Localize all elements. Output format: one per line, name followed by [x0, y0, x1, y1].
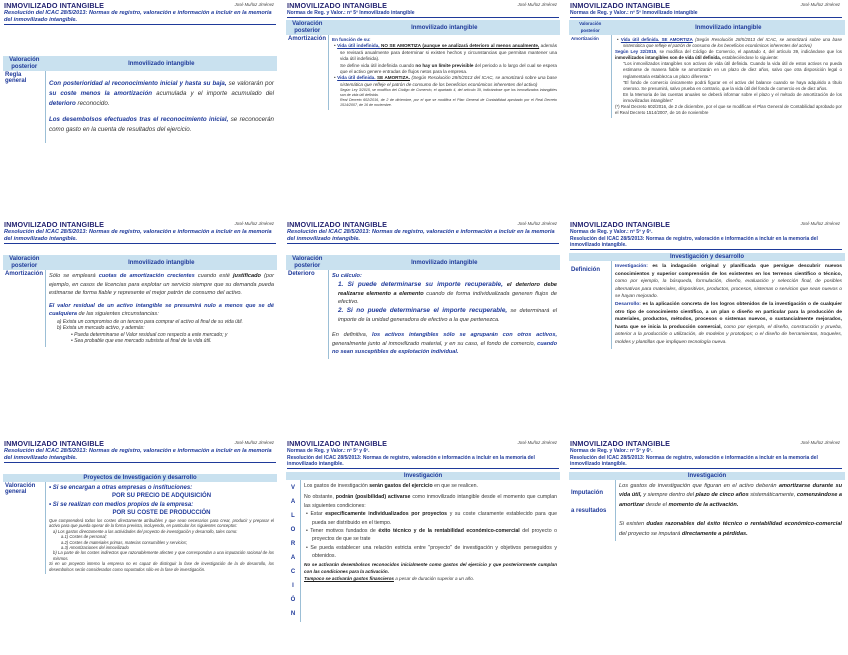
row-label: Valoración general: [3, 482, 46, 574]
content-table: [3, 255, 277, 347]
author: José Muñoz Jiménez: [234, 440, 274, 445]
author: José Muñoz Jiménez: [800, 440, 840, 445]
slide-title: INMOVILIZADO INTANGIBLE: [287, 1, 387, 10]
section-header: Investigación y desarrollo: [569, 253, 845, 261]
slide-title: INMOVILIZADO INTANGIBLE: [4, 439, 104, 448]
vertical-label: V A L O R A C I Ó N: [286, 480, 301, 622]
slide-2: [283, 0, 563, 216]
author: José Muñoz Jiménez: [517, 221, 557, 226]
column-header: Inmovilizado intangible: [329, 255, 561, 270]
content-table: [286, 20, 560, 110]
author: José Muñoz Jiménez: [517, 440, 557, 445]
section-header: Investigación: [286, 472, 560, 480]
row-label: Imputación a resultados: [569, 480, 616, 541]
slide-subtitle: Normas de Reg. y Valor.: nº 5º Inmovilizado intangible: [570, 10, 842, 18]
cell-body: Investigación: es la indagación original y planificada que persigue descubrir nuevos conocimientos y superior comprensión de los existentes en los terrenos científico o técnico, como por ejemplo, la búsqueda, formulación, diseño, evaluación y selección final, de posibles alternativas para materiales, dispositivos, productos, procesos, sistemas o servicios que sean nuevos o se hayan mejorado. Desarrollo: es la aplicación concreta de los logros obtenidos de la investigación o de cualquier otro tipo de conocimiento científico, a un plan o diseño en particular para la producción de materiales, productos, métodos, procesos o sistemas nuevos, o sustancialmente mejorados, hasta que se inicia la producción comercial, como por ejemplo, el diseño, construcción y prueba, anterior a la producción o utilización, de modelos y prototipos; o el diseño de herramientas, troqueles, moldes y plantillas que impliquen tecnología nueva.: [615, 264, 843, 345]
section-header: Investigación: [569, 472, 845, 480]
slide-subtitle: Normas de Reg. y Valor.: nº 5º y 6º.: [570, 229, 653, 235]
column-header: Valoración posterior: [286, 20, 329, 35]
slide-subtitle-2: Resolución del ICAC 28/5/2013: Normas de registro, valoración e información a incluir en la memoria del inmovilizado intangible.: [570, 455, 842, 469]
slide-title: INMOVILIZADO INTANGIBLE: [4, 220, 104, 229]
author: José Muñoz Jiménez: [234, 221, 274, 226]
slide-3: [566, 0, 846, 216]
cell-body: Su cálculo: 1. Si puede determinarse su importe recuperable, el deterioro debe realizarse elemento a elemento cuando de forma individualizada generen flujos de efectivo. 2. Si no puede determinarse el importe recuperable, se determinará el importe de la unidad generadora de efectivo a la que pertenezca. En definitiva, los activos intangibles sólo se agruparán con otros activos, generalmente junto al inmovilizado material, y en su caso, el fondo de comercio, cuando no sean susceptibles de explotación individual.: [332, 273, 558, 356]
column-header: Valoración posterior: [569, 20, 612, 35]
content-table: [286, 472, 560, 622]
content-table: [3, 474, 277, 574]
slide-subtitle: Normas de Reg. y Valor.: nº 5º y 6º.: [287, 448, 370, 454]
slide-subtitle: Resolución del ICAC 28/5/2013: Normas de registro, valoración e información a incluir en la memoria del inmovilizado intangible.: [4, 229, 276, 244]
slide-5: [283, 219, 563, 435]
author: José Muñoz Jiménez: [234, 2, 274, 7]
content-table: [3, 56, 277, 143]
slide-title: INMOVILIZADO INTANGIBLE: [570, 439, 670, 448]
slide-title: INMOVILIZADO INTANGIBLE: [4, 1, 104, 10]
slide-7: [0, 438, 280, 654]
content-table: [569, 472, 845, 541]
slide-subtitle: Normas de Reg. y Valor.: nº 5º Inmovilizado intangible: [287, 10, 559, 18]
slide-title: INMOVILIZADO INTANGIBLE: [570, 220, 670, 229]
slide-subtitle: Resolución del ICAC 28/5/2013: Normas de registro, valoración e información a incluir en la memoria del inmovilizado intangible.: [4, 448, 276, 463]
slide-8: [283, 438, 563, 654]
cell-body: • Vida útil definida. SE AMORTIZA (Según Resolución 28/5/2013 del ICAC, se amortizará sobre una base sistemática que refleje el patrón de consumo de los beneficios económicos inherentes del activo) Según Ley 22/2015, se modifica del Código de Comercio, el apartado 4, del artículo 39, indicándose que los inmovilizados intangibles son de vida útil definida, estableciéndose lo siguiente: "Los inmovilizados intangibles son activos de vida útil definida. Cuando la vida útil de estos activos no pueda estimarse de manera fiable se amortizarán en un plazo de diez años, salvo que otra disposición legal o reglamentaria establezca un plazo diferente." "El fondo de comercio únicamente podrá figurar en el activo del balance cuando se haya adquirido a título oneroso. Se presumirá, salvo prueba en contrario, que la vida útil del fondo de comercio es de diez años. En la Memoria de las cuentas anuales se deberá informar sobre el plazo y el método de amortización de los inmovilizados intangibles" (*) Real Decreto 602/2016, de 2 de diciembre, por el que se modifican el Plan General de Contabilidad aprobado por el Real Decreto 1514/2007, de 16 de noviembre: [615, 37, 842, 116]
row-label: Amortización: [3, 270, 46, 347]
cell-body: En función de su: • Vida útil indefinida, NO SE AMORTIZA (aunque se analizará deterioro al menos anualmente, además se revisará anualmente para determinar si existen hechos y circunstancias que permitan mantener una vida útil indefinida). Se define vida útil indefinida cuando no hay un límite previsible del periodo a lo largo del cual se espera que el activo genere entradas de flujos netos para la empresa. • Vida útil definida. SE AMORTIZA. (Según Resolución 28/5/2013 del ICAC, se amortizará sobre una base sistemática que refleje el patrón de consumo de los beneficios económicos inherentes del activo) Según Ley 3/2015, se modifica del Código de Comercio, el apartado 4, del artículo 39, indicándose que los inmovilizados intangibles son de vida útil definida. Real Decreto 602/2016, de 2 de diciembre, por el que se modifica el Plan General de Contabilidad aprobado por el Real Decreto 1514/2007, de 16 de noviembre.: [332, 37, 558, 108]
slide-subtitle: Resolución del ICAC 28/5/2013: Normas de registro, valoración e información a incluir en la memoria del inmovilizado intangible.: [287, 229, 559, 244]
slide-subtitle-2: Resolución del ICAC 28/5/2013: Normas de registro, valoración e información a incluir en la memoria del inmovilizado intangible.: [287, 455, 559, 469]
row-label: Regla general: [3, 71, 46, 143]
slide-subtitle-2: Resolución del ICAC 28/5/2013: Normas de registro, valoración e información a incluir en la memoria del inmovilizado intangible.: [570, 236, 842, 250]
slide-6: [566, 219, 846, 435]
slide-9: [566, 438, 846, 654]
row-label: Amortización: [569, 35, 612, 118]
column-header: Inmovilizado intangible: [46, 255, 277, 270]
slide-title: INMOVILIZADO INTANGIBLE: [287, 220, 387, 229]
content-table: [569, 253, 845, 349]
slide-subtitle: Resolución del ICAC 28/5/2013: Normas de registro, valoración e información a incluir en la memoria del inmovilizado intangible.: [4, 10, 276, 25]
content-table: [569, 20, 845, 118]
column-header: Valoración posterior: [3, 255, 46, 270]
column-header: Inmovilizado intangible: [612, 20, 846, 35]
slide-title: INMOVILIZADO INTANGIBLE: [287, 439, 387, 448]
slide-4: [0, 219, 280, 435]
cell-body: Con posterioridad al reconocimiento inicial y hasta su baja, se valorarán por su coste menos la amortización acumulada y el importe acumulado del deterioro reconocido. Los desembolsos efectuados tras el reconocimiento inicial, se reconocerán como gasto en la cuenta de resultados del ejercicio.: [49, 80, 275, 133]
author: José Muñoz Jiménez: [800, 221, 840, 226]
column-header: Inmovilizado intangible: [46, 56, 278, 71]
author: José Muñoz Jiménez: [517, 2, 557, 7]
column-header: Inmovilizado intangible: [329, 20, 560, 35]
author: José Muñoz Jiménez: [800, 2, 840, 7]
cell-body: Los gastos de investigación serán gastos del ejercicio en que se realicen. No obstante, podrán (posibilidad) activarse como inmovilizado intangible desde el momento que cumplan las siguientes condiciones: • Estar específicamente individualizados por proyectos y su coste claramente establecido para que pueda ser distribuido en el tiempo. • Tener motivos fundados de éxito técnico y de la rentabilidad económico-comercial del proyecto o proyectos de que se trate • Se pueda establecer una relación estricta entre "proyecto" de investigación y objetivos perseguidos y obtenidos. No se activarán desembolsos reconocidos inicialmente como gastos del ejercicio y que posteriormente cumplan con las condiciones para la activación. Tampoco se activarán gastos financieros a pesar de duración superior a un año.: [304, 483, 558, 581]
cell-body: Los gastos de investigación que figuran en el activo deberán amortizarse durante su vida útil, y siempre dentro del plazo de cinco años sistemáticamente, comenzándose a amortizar desde el momento de la activación. Si existen dudas razonables del éxito técnico o rentabilidad económico-comercial del proyecto se imputará directamente a pérdidas.: [619, 483, 842, 537]
content-table: [286, 255, 560, 359]
cell-body: Sólo se empleará cuotas de amortización crecientes cuando esté justificado (por ejemplo, en casos de licencias para explotar un servicio siempre que su demanda pueda estimarse de forma fiable y represente el mejor patrón de consumo del activo. El valor residual de un activo intangible se presumirá nulo a menos que se dé cualquiera de las siguientes circunstancias: a) Exista un compromiso de un tercero para comprar el activo al final de su vida útil. b) Exista un mercado activo, y además: • Pueda determinarse el Valor residual con respecto a este mercado; y • Sea probable que ese mercado subsista al final de la vida útil.: [49, 273, 274, 345]
column-header: Valoración posterior: [286, 255, 329, 270]
row-label: Amortización: [286, 35, 329, 110]
slide-subtitle: Normas de Reg. y Valor.: nº 5º y 6º.: [570, 448, 653, 454]
slide-title: INMOVILIZADO INTANGIBLE: [570, 1, 670, 10]
section-header: Proyectos de Investigación y desarrollo: [3, 474, 277, 482]
column-header: Valoración posterior: [3, 56, 46, 71]
row-label: Definición: [569, 261, 612, 349]
slide-1: [0, 0, 280, 216]
cell-body: • Si se encargan a otras empresas o instituciones: POR SU PRECIO DE ADQUISICIÓN • Si se realizan con medios propios de la empresa: POR SU COSTE DE PRODUCCIÓN Que comprenderá todos los costes directamente atribuibles y que sean necesarios para crear, producir y preparar el activo para que pueda operar de la forma prevista, incluyendo, en particular los siguientes conceptos: a) Los gastos directamente a las actividades del proyecto de investigación y desarrollo, tales como: a.1) Costes de personal; a.2) Costes de materiales primas, materias consumibles y servicios; a.3) Amortizaciones del inmovilizado b) La parte de los costes indirectos que razonablemente afecten y que correspondan a una imputación racional de los mismos. Si en un proyecto interno la empresa no es capaz de distinguir la fase de investigación de la de desarrollo, los desembolsos serán considerados como soportados sólo en la fase de investigación.: [49, 485, 274, 572]
row-label: Deterioro: [286, 270, 329, 359]
